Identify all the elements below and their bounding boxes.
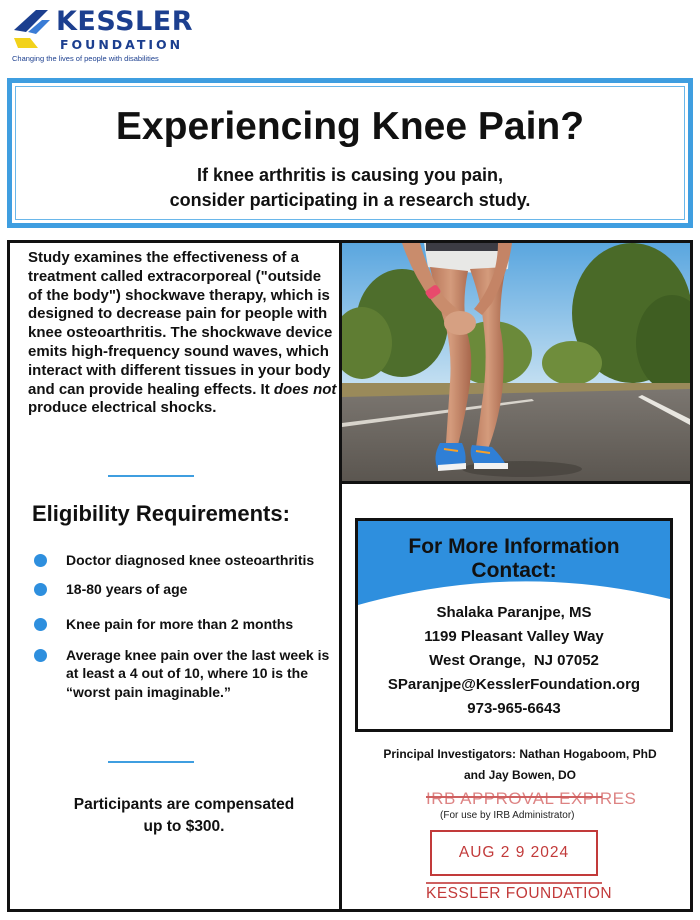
logo-tagline: Changing the lives of people with disabilities [12,54,159,63]
logo-name-line1: KESSLER [56,6,193,37]
pi-line1: Principal Investigators: Nathan Hogaboom, PhD [383,747,657,761]
eligibility-item [34,580,334,599]
eligibility-item-text: 18-80 years of age [66,580,188,597]
logo-name-line2: FOUNDATION [60,37,184,52]
knee-pain-photo [342,243,690,481]
eligibility-item [34,646,334,702]
stamp-bottom-text: KESSLER FOUNDATION [426,885,613,902]
subtitle-line1: If knee arthritis is causing you pain, [196,165,504,185]
stamp-note: (For use by IRB Administrator) [440,810,575,821]
section-rule [108,475,194,477]
bullet-dot-icon [34,618,47,631]
eligibility-item-text: Average knee pain over the last week is at least a 4 out of 10, where 10 is the “worst pain imaginable.” [66,646,330,700]
stamp-date: AUG 2 9 2024 [458,844,570,861]
contact-email[interactable]: SParanjpe@KesslerFoundation.org [387,676,641,693]
compensation-line1: Participants are compensated [73,796,295,813]
eligibility-item [34,551,334,570]
stamp-top-text: IRB APPROVAL EXPIRES [426,789,637,808]
stamp-date-box [430,830,598,876]
study-text-emphasis: does not [273,380,337,398]
principal-investigators [355,744,685,786]
section-rule [108,761,194,763]
bullet-dot-icon [34,554,47,567]
page-subtitle [12,163,688,213]
study-text-part2: produce electrical shocks. [28,399,217,417]
contact-box [355,518,673,732]
stamp-rule [426,882,602,884]
contact-name: Shalaka Paranjpe, MS [436,604,592,621]
study-description [28,249,338,418]
contact-details [358,601,670,721]
eligibility-list [34,551,334,701]
kessler-logo [12,6,202,64]
horizontal-divider [339,481,693,484]
eligibility-item [34,615,334,634]
contact-phone[interactable]: 973-965-6643 [467,700,561,717]
subtitle-line2: consider participating in a research study. [169,190,531,210]
pi-line2: and Jay Bowen, DO [463,768,577,782]
bullet-dot-icon [34,583,47,596]
contact-street: 1199 Pleasant Valley Way [424,628,604,645]
eligibility-title: Eligibility Requirements: [32,501,290,526]
eligibility-item-text: Doctor diagnosed knee osteoarthritis [66,552,315,568]
compensation-note [28,794,340,838]
compensation-line2: up to $300. [143,818,225,835]
header-box [7,78,693,228]
eligibility-item-text: Knee pain for more than 2 months [66,616,294,632]
irb-approval-stamp [426,789,637,907]
contact-title-line1: For More Information [408,535,620,558]
study-text-part1: Study examines the effectiveness of a treatment called extracorporeal ("outside of the body") shockwave therapy, which is designed to decrease pain for people with knee osteoarthritis. The shockwave device emits high-frequency sound waves, which interact with different tissues in your body and can provide healing effects. It [28,249,333,398]
page-title: Experiencing Knee Pain? [115,105,585,148]
kessler-logo-mark-icon [12,8,56,50]
contact-title [358,535,670,583]
contact-title-line2: Contact: [471,559,557,582]
bullet-dot-icon [34,649,47,662]
contact-city: West Orange, NJ 07052 [429,652,599,669]
